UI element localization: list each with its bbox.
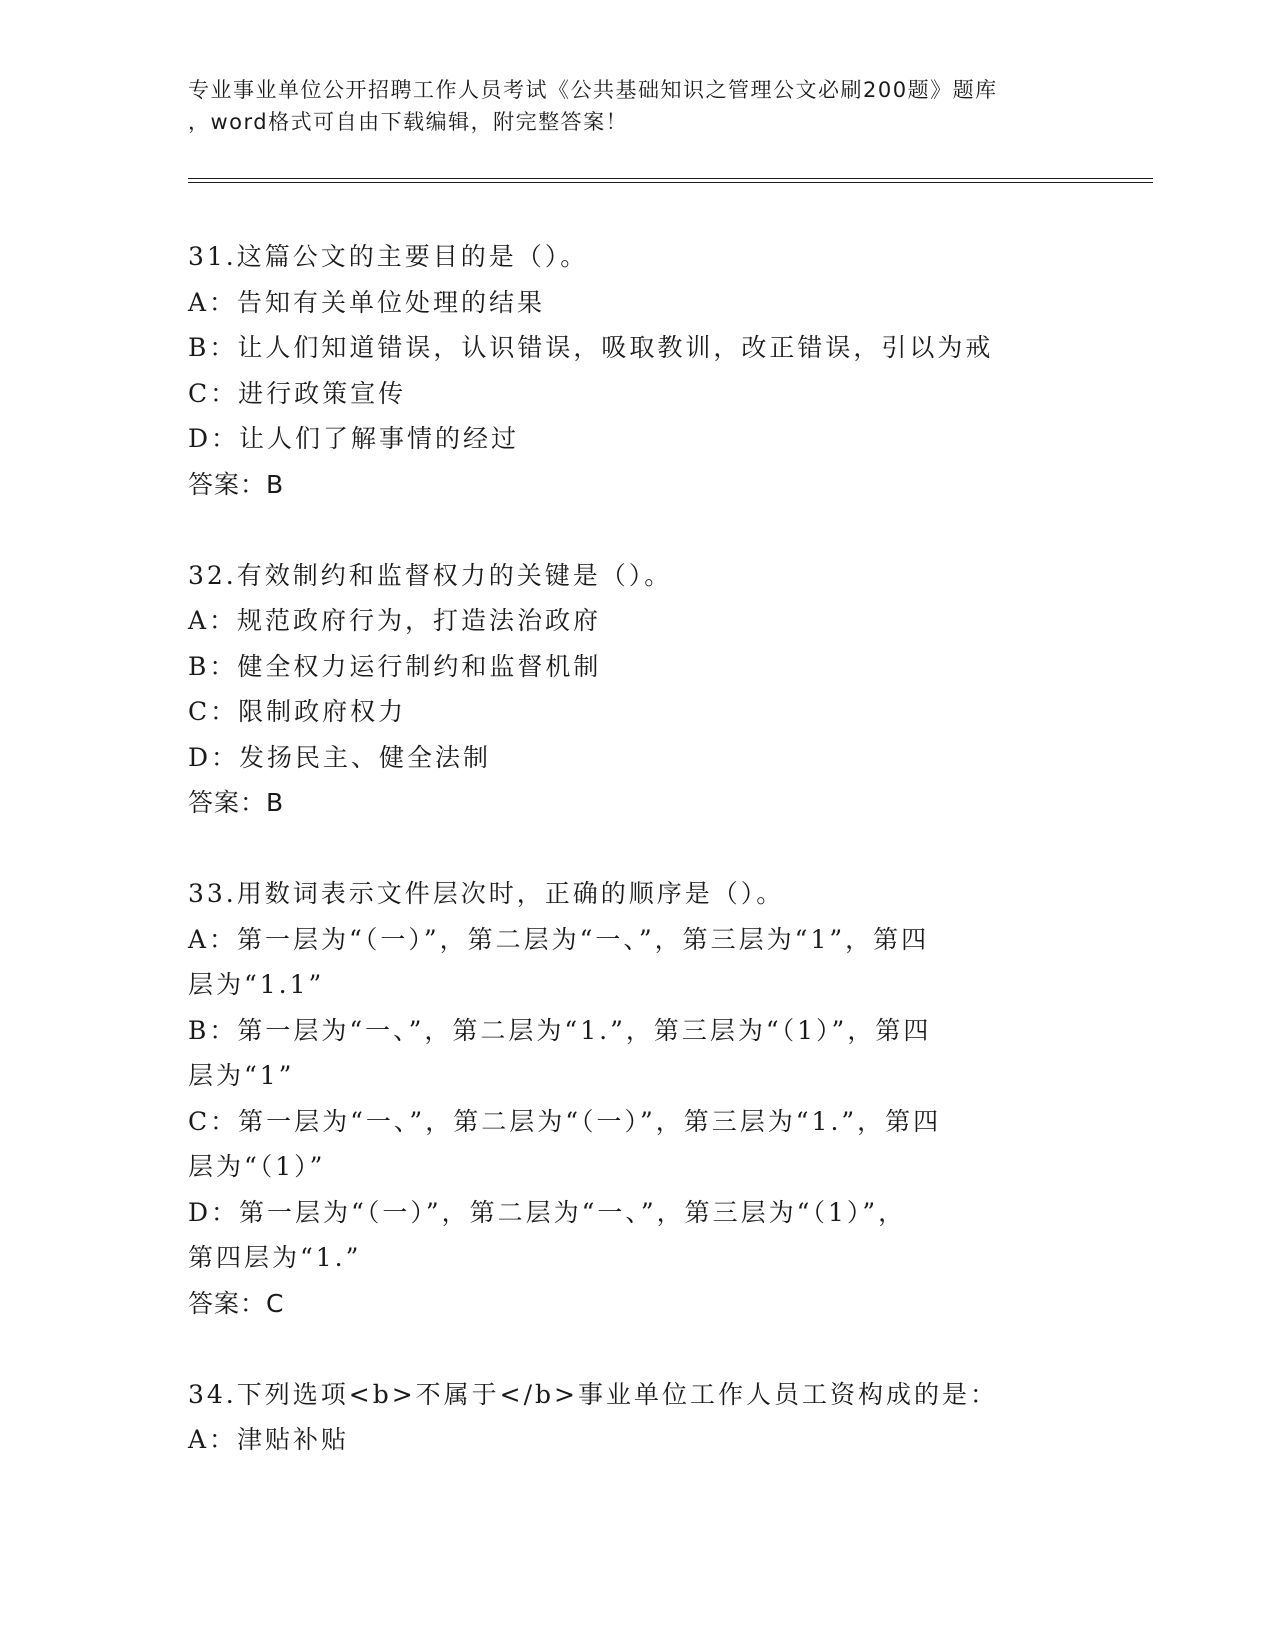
option-c: C：进行政策宣传 (188, 378, 407, 408)
option-d-continued: 第四层为“1.” (188, 1243, 362, 1272)
option-b: B：健全权力运行制约和监督机制 (188, 651, 602, 681)
option-a: A：规范政府行为，打造法治政府 (188, 606, 602, 635)
question-stem: 31.这篇公文的主要目的是（）。 (188, 242, 589, 271)
option-c: C：第一层为“一、”，第二层为“（一）”，第三层为“1.”，第四 (188, 1106, 942, 1136)
option-a: A：津贴补贴 (188, 1425, 350, 1454)
question-block (188, 234, 1088, 507)
answer-line: 答案：B (188, 788, 285, 817)
answer-line: 答案：B (188, 469, 285, 499)
question-list (188, 234, 1088, 1463)
header-line-1: 专业事业单位公开招聘工作人员考试《公共基础知识之管理公文必刷200题》题库 (188, 78, 998, 102)
option-b: B：让人们知道错误，认识错误，吸取教训，改正错误，引以为戒 (188, 333, 994, 362)
question-block (188, 871, 1088, 1326)
question-stem: 33.用数词表示文件层次时，正确的顺序是（）。 (188, 879, 785, 908)
option-c-continued: 层为“（1）” (188, 1152, 326, 1181)
option-d: D：第一层为“（一）”，第二层为“一、”，第三层为“（1）”， (188, 1197, 907, 1227)
spacer (188, 1326, 1088, 1372)
spacer (188, 507, 1088, 553)
option-b-continued: 层为“1” (188, 1061, 295, 1090)
question-block (188, 553, 1088, 826)
option-c: C：限制政府权力 (188, 697, 407, 726)
question-stem: 34.下列选项<b>不属于</b>事业单位工作人员工资构成的是： (188, 1379, 998, 1409)
option-d: D：发扬民主、健全法制 (188, 742, 492, 772)
option-a: A：告知有关单位处理的结果 (188, 287, 546, 317)
option-a: A：第一层为“（一）”，第二层为“一、”，第三层为“1”，第四 (188, 924, 930, 954)
option-d: D：让人们了解事情的经过 (188, 424, 520, 453)
document-header (188, 74, 1108, 138)
spacer (188, 826, 1088, 872)
header-divider (188, 178, 1153, 183)
question-stem: 32.有效制约和监督权力的关键是（）。 (188, 560, 673, 590)
option-a-continued: 层为“1.1” (188, 970, 325, 999)
question-block (188, 1372, 1088, 1463)
header-line-2: ，word格式可自由下载编辑，附完整答案！ (188, 110, 629, 134)
option-b: B：第一层为“一、”，第二层为“1.”，第三层为“（1）”，第四 (188, 1015, 932, 1045)
answer-line: 答案：C (188, 1288, 285, 1318)
